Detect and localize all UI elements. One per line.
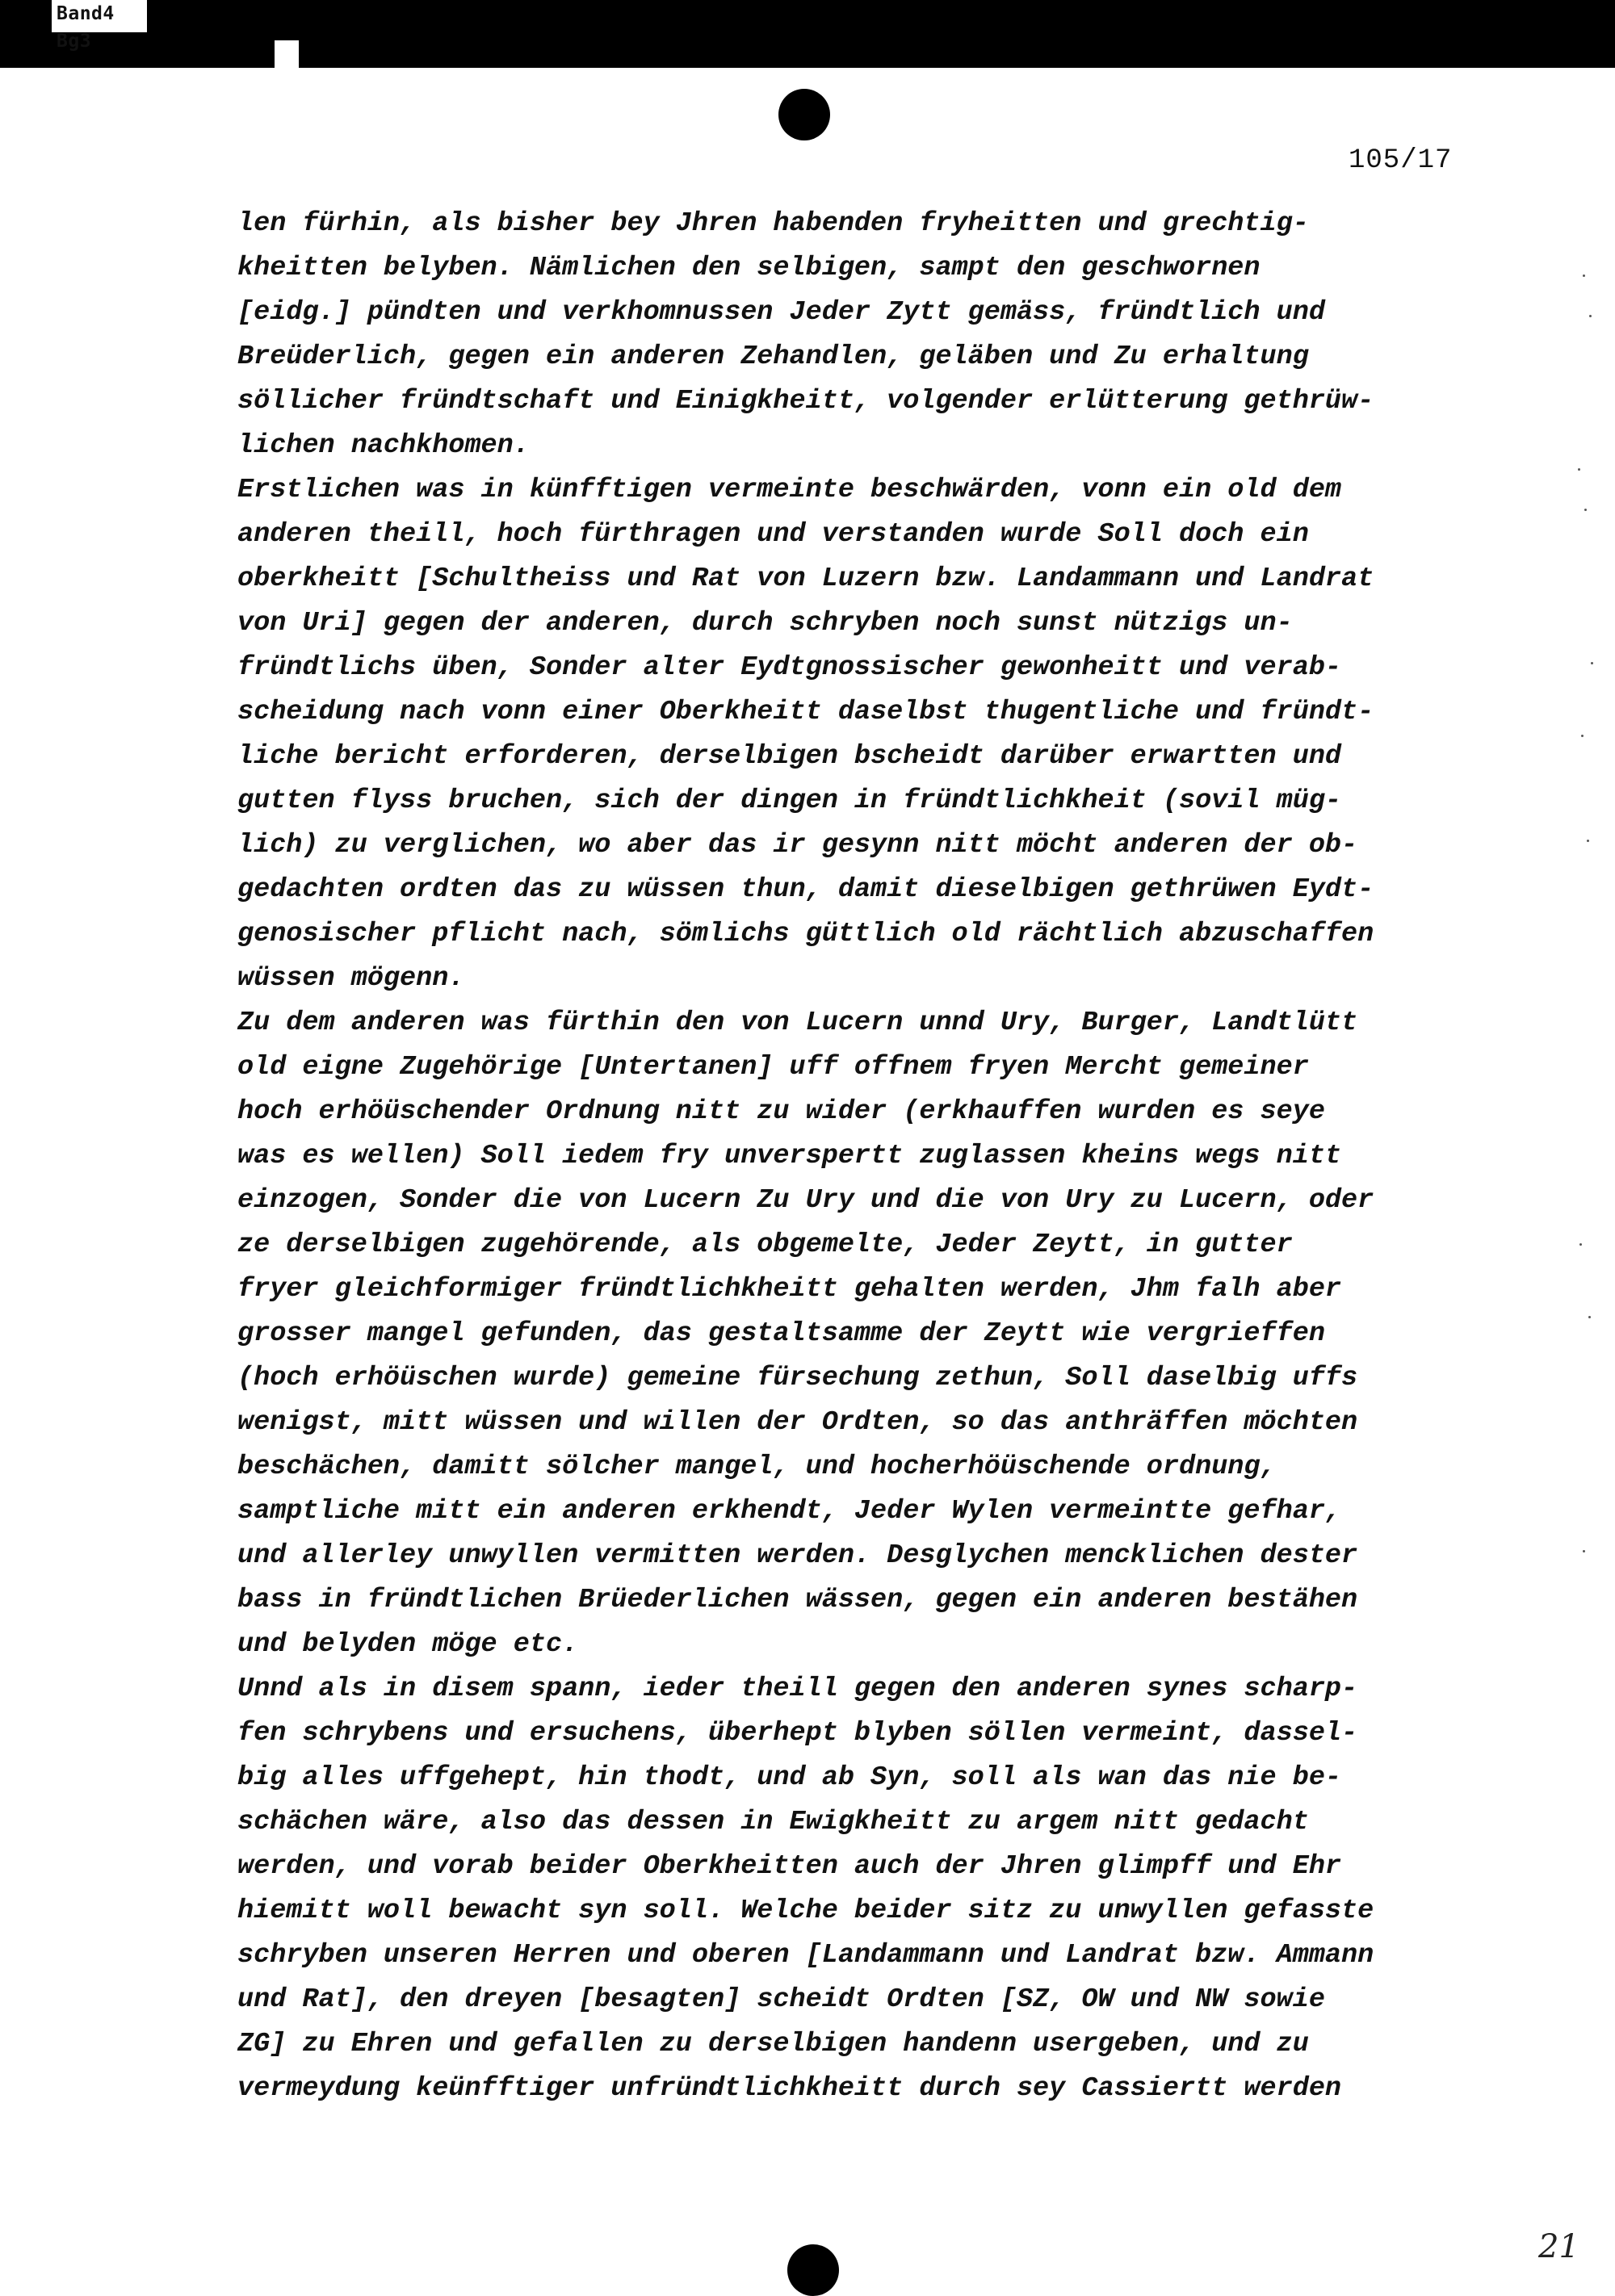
text-line: grosser mangel gefunden, das gestaltsamme der Zeytt wie vergrieffen	[237, 1318, 1325, 1349]
text-line: scheidung nach vonn einer Oberkheitt daselbst thugentliche und fründt-	[237, 697, 1374, 727]
text-line: anderen theill, hoch fürthragen und verstanden wurde Soll doch ein	[237, 519, 1309, 550]
text-line: schryben unseren Herren und oberen [Landammann und Landrat bzw. Ammann	[237, 1940, 1374, 1971]
handwritten-page-mark: 21	[1538, 2228, 1579, 2265]
text-line: was es wellen) Soll iedem fry unverspertt zuglassen kheins wegs nitt	[237, 1141, 1342, 1171]
text-line: werden, und vorab beider Oberkheitten auch der Jhren glimpff und Ehr	[237, 1851, 1342, 1882]
scan-border-notch	[275, 40, 299, 68]
text-line: lichen nachkhomen.	[237, 430, 530, 461]
text-line: gedachten ordten das zu wüssen thun, damit dieselbigen gethrüwen Eydt-	[237, 874, 1374, 905]
scan-noise	[1567, 242, 1615, 1615]
text-line: beschächen, damitt sölcher mangel, und hocherhöüschende ordnung,	[237, 1452, 1277, 1482]
text-line: und allerley unwyllen vermitten werden. Desglychen mencklichen dester	[237, 1540, 1358, 1571]
text-line: ze derselbigen zugehörende, als obgemelte, Jeder Zeytt, in gutter	[237, 1230, 1293, 1260]
text-line: schächen wäre, also das dessen in Ewigkheitt zu argem nitt gedacht	[237, 1807, 1309, 1837]
text-line: samptliche mitt ein anderen erkhendt, Jeder Wylen vermeintte gefhar,	[237, 1496, 1342, 1527]
text-line: wüssen mögenn.	[237, 963, 465, 994]
text-line: ZG] zu Ehren und gefallen zu derselbigen handenn usergeben, und zu	[237, 2029, 1309, 2059]
document-body	[237, 202, 1473, 2111]
sheet-label: Band4 Bg3	[50, 0, 149, 34]
text-line: Erstlichen was in künfftigen vermeinte beschwärden, vonn ein old dem	[237, 475, 1342, 505]
text-line: old eigne Zugehörige [Untertanen] uff offnem fryen Mercht gemeiner	[237, 1052, 1309, 1083]
text-line: Zu dem anderen was fürthin den von Lucern unnd Ury, Burger, Landtlütt	[237, 1008, 1358, 1038]
text-line: fryer gleichformiger fründtlichkheitt gehalten werden, Jhm falh aber	[237, 1274, 1342, 1305]
text-line: gutten flyss bruchen, sich der dingen in fründtlichkheit (sovil müg-	[237, 786, 1342, 816]
text-line: söllicher fründtschaft und Einigkheitt, volgender erlütterung gethrüw-	[237, 386, 1374, 417]
text-line: bass in fründtlichen Brüederlichen wässen, gegen ein anderen bestähen	[237, 1585, 1358, 1615]
text-line: von Uri] gegen der anderen, durch schryben noch sunst nützigs un-	[237, 608, 1293, 639]
text-line: Unnd als in disem spann, ieder theill gegen den anderen synes scharp-	[237, 1674, 1358, 1704]
punch-hole-top	[778, 89, 830, 140]
text-line: fen schrybens und ersuchens, überhept blyben söllen vermeint, dassel-	[237, 1718, 1358, 1749]
text-line: big alles uffgehept, hin thodt, und ab Syn, soll als wan das nie be-	[237, 1762, 1342, 1793]
punch-hole-bottom	[787, 2244, 839, 2296]
text-line: und Rat], den dreyen [besagten] scheidt Ordten [SZ, OW und NW sowie	[237, 1984, 1325, 2015]
text-line: vermeydung keünfftiger unfründtlichkheitt durch sey Cassiertt werden	[237, 2073, 1342, 2104]
text-line: kheitten belyben. Nämlichen den selbigen, sampt den geschwornen	[237, 253, 1261, 283]
text-line: hoch erhöüschender Ordnung nitt zu wider (erkhauffen wurden es seye	[237, 1096, 1325, 1127]
text-line: hiemitt woll bewacht syn soll. Welche beider sitz zu unwyllen gefasste	[237, 1896, 1374, 1926]
text-line: genosischer pflicht nach, sömlichs güttlich old rächtlich abzuschaffen	[237, 919, 1374, 949]
text-line: wenigst, mitt wüssen und willen der Ordten, so das anthräffen möchten	[237, 1407, 1358, 1438]
text-line: Breüderlich, gegen ein anderen Zehandlen, geläben und Zu erhaltung	[237, 341, 1309, 372]
text-line: len fürhin, als bisher bey Jhren habenden fryheitten und grechtig-	[237, 208, 1309, 239]
text-line: einzogen, Sonder die von Lucern Zu Ury und die von Ury zu Lucern, oder	[237, 1185, 1374, 1216]
text-line: fründtlichs üben, Sonder alter Eydtgnossischer gewonheitt und verab-	[237, 652, 1342, 683]
text-line: liche bericht erforderen, derselbigen bscheidt darüber erwartten und	[237, 741, 1342, 772]
text-line: [eidg.] pündten und verkhomnussen Jeder Zytt gemäss, fründtlich und	[237, 297, 1325, 328]
page-number: 105/17	[1349, 145, 1453, 176]
text-line: (hoch erhöüschen wurde) gemeine fürsechung zethun, Soll daselbig uffs	[237, 1363, 1358, 1393]
text-line: lich) zu verglichen, wo aber das ir gesynn nitt möcht anderen der ob-	[237, 830, 1358, 861]
scan-top-border	[0, 0, 1615, 68]
text-line: und belyden möge etc.	[237, 1629, 579, 1660]
text-line: oberkheitt [Schultheiss und Rat von Luzern bzw. Landammann und Landrat	[237, 564, 1374, 594]
